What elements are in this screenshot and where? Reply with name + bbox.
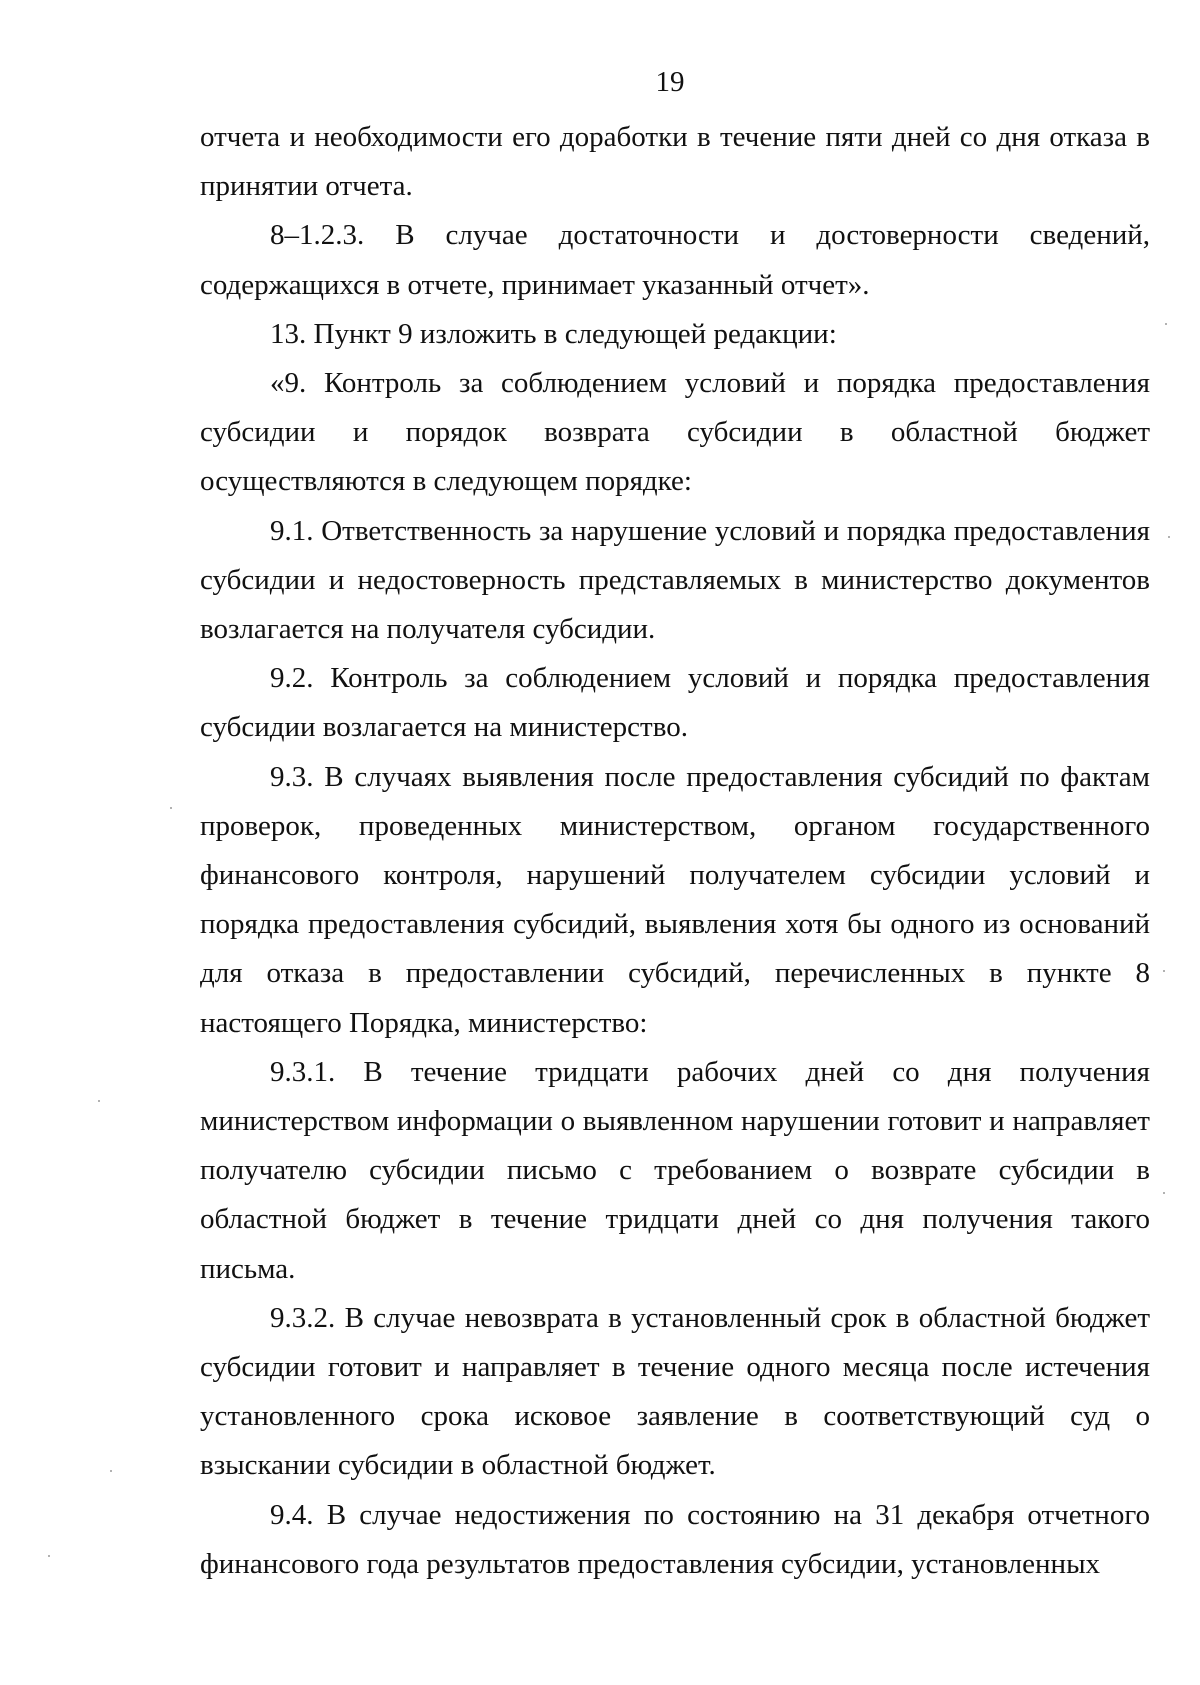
paragraph-9: «9. Контроль за соблюдением условий и порядка предоставления субсидии и порядок возврата субсидии в областной бюджет осуществляются в следующем порядке: — [200, 367, 1150, 498]
scan-speck — [1163, 970, 1165, 972]
scan-speck — [1163, 1192, 1165, 1194]
paragraph-9-3-2: 9.3.2. В случае невозврата в установленный срок в областной бюджет субсидии готовит и направляет в течение одного месяца после истечения установленного срока исковое заявление в соответствующий суд о взыскании субсидии в областной бюджет. — [200, 1301, 1150, 1482]
paragraph-8-1-2-3: 8–1.2.3. В случае достаточности и достоверности сведений, содержащихся в отчете, принимает указанный отчет». — [200, 219, 1150, 301]
paragraph-report-rework: отчета и необходимости его доработки в течение пяти дней со дня отказа в принятии отчета. — [200, 121, 1150, 203]
document-body — [200, 113, 1150, 1589]
scan-speck — [1165, 323, 1167, 325]
paragraph-9-2: 9.2. Контроль за соблюдением условий и порядка предоставления субсидии возлагается на министерство. — [200, 662, 1150, 744]
paragraph-item-13: 13. Пункт 9 изложить в следующей редакции: — [270, 317, 837, 350]
paragraph-9-3: 9.3. В случаях выявления после предоставления субсидий по фактам проверок, проведенных министерством, органом государственного финансового контроля, нарушений получателем субсидии условий и порядка предоставления субсидий, выявления хотя бы одного из оснований для отказа в предоставлении субсидий, перечисленных в пункте 8 настоящего Порядка, министерство: — [200, 760, 1150, 1039]
scan-speck — [98, 1100, 100, 1102]
scan-speck — [48, 1555, 50, 1557]
page-number: 19 — [655, 66, 685, 98]
paragraph-9-3-1: 9.3.1. В течение тридцати рабочих дней со дня получения министерством информации о выявленном нарушении готовит и направляет получателю субсидии письмо с требованием о возврате субсидии в областной бюджет в течение тридцати дней со дня получения такого письма. — [200, 1055, 1150, 1285]
scan-speck — [170, 807, 172, 809]
paragraph-9-1: 9.1. Ответственность за нарушение условий и порядка предоставления субсидии и недостоверность представляемых в министерство документов возлагается на получателя субсидии. — [200, 514, 1150, 646]
paragraph-9-4: 9.4. В случае недостижения по состоянию на 31 декабря отчетного финансового года результатов предоставления субсидии, установленных — [200, 1498, 1150, 1580]
scan-speck — [110, 1470, 112, 1472]
scan-speck — [1168, 536, 1170, 538]
